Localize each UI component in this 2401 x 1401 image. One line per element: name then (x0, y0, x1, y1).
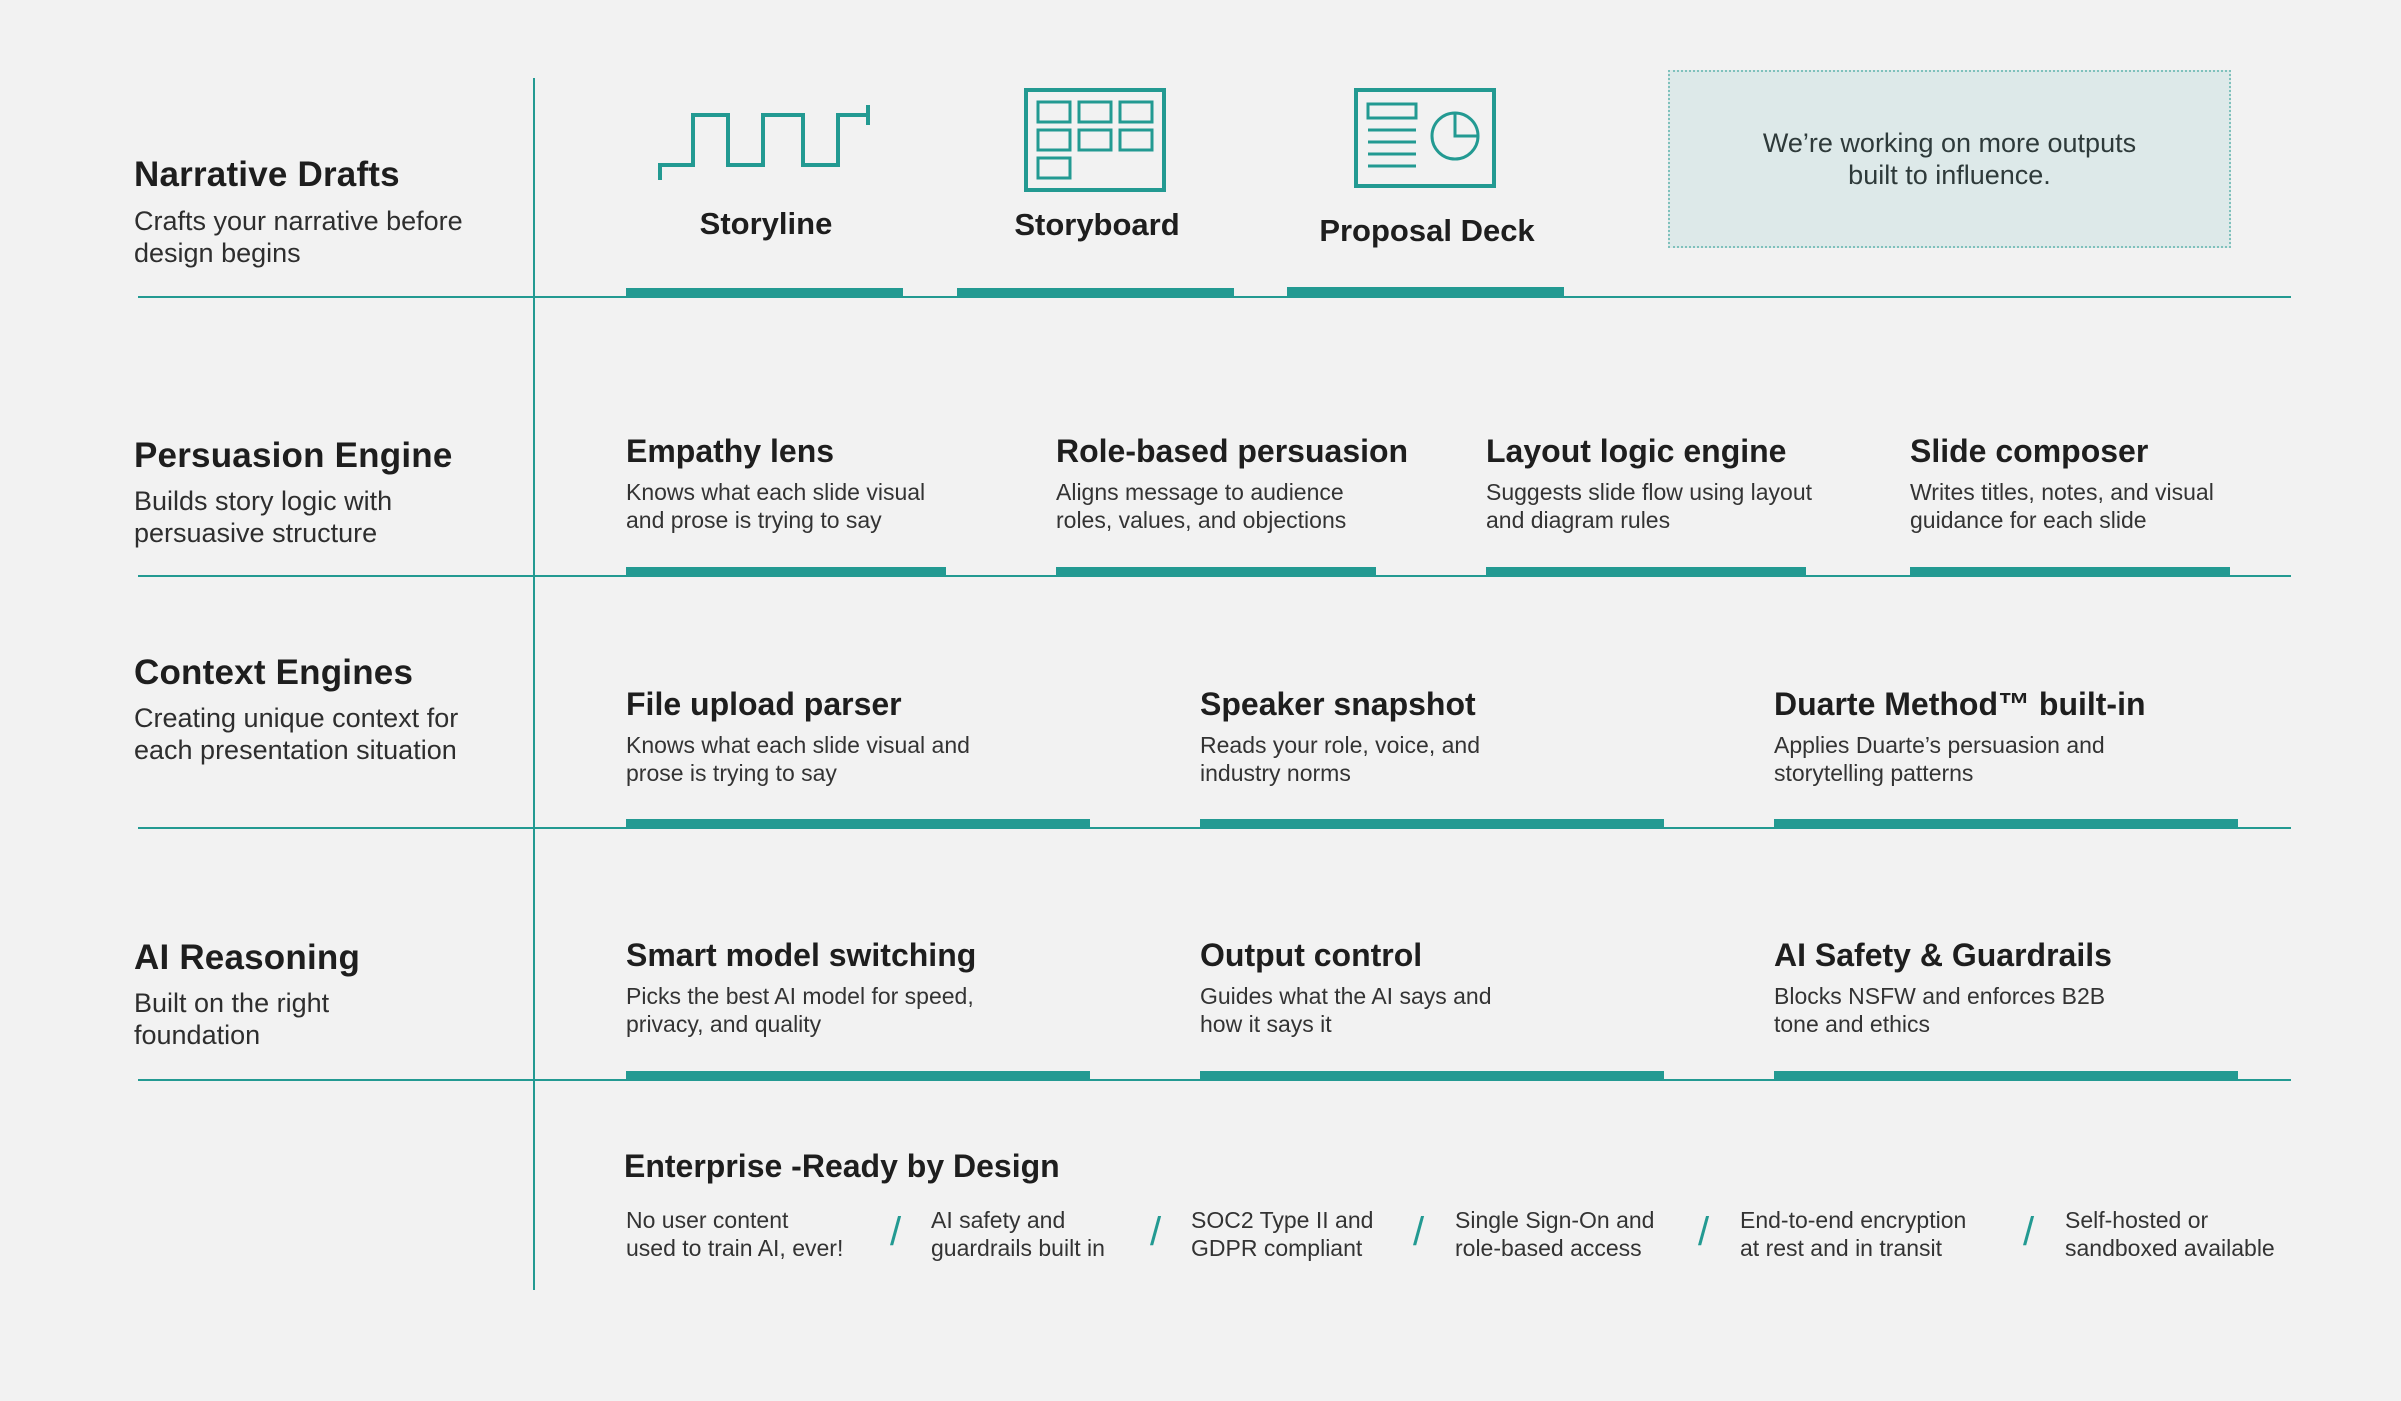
feature-bar (1774, 819, 2238, 828)
storyline-icon (658, 100, 873, 180)
separator-slash: / (1698, 1210, 1710, 1254)
separator-slash: / (2023, 1210, 2035, 1254)
enterprise-item (2065, 1206, 2275, 1262)
feature-title: Empathy lens (626, 433, 835, 469)
feature-bar (1056, 567, 1376, 576)
output-storyboard-bar (957, 288, 1234, 297)
feature-title: AI Safety & Guardrails (1774, 937, 2112, 973)
feature-bar (626, 1071, 1090, 1080)
row-subtitle-context: Creating unique context for each presentation situation (134, 703, 459, 765)
row-subtitle-persuasion: Builds story logic with persuasive structure (134, 486, 393, 548)
more-outputs-text: We’re working on more outputs built to influence. (1762, 128, 2137, 190)
enterprise-item-text: SOC2 Type II and GDPR compliant (1191, 1207, 1374, 1261)
enterprise-item-text: No user content used to train AI, ever! (626, 1207, 844, 1261)
enterprise-title: Enterprise -Ready by Design (624, 1148, 1060, 1184)
vertical-divider (533, 78, 535, 1290)
feature-bar (1486, 567, 1806, 576)
enterprise-item (626, 1206, 843, 1262)
output-storyline-label: Storyline (699, 206, 833, 241)
feature-title: Slide composer (1910, 433, 2149, 469)
output-storyline-bar (626, 288, 903, 297)
enterprise-item (1740, 1206, 1966, 1262)
feature-title: File upload parser (626, 686, 902, 722)
enterprise-item (1191, 1206, 1373, 1262)
enterprise-item (931, 1206, 1105, 1262)
separator-slash: / (1150, 1210, 1162, 1254)
feature-bar (1910, 567, 2230, 576)
feature-title: Output control (1200, 937, 1423, 973)
feature-bar (1774, 1071, 2238, 1080)
feature-bar (626, 567, 946, 576)
feature-desc: Applies Duarte’s persuasion and storytelling patterns (1774, 732, 2105, 786)
feature-desc: Knows what each slide visual and prose is trying to say (626, 479, 926, 533)
more-outputs-box (1668, 70, 2231, 248)
enterprise-item-text: Self-hosted or sandboxed available (2065, 1207, 2275, 1261)
feature-desc: Suggests slide flow using layout and diagram rules (1486, 479, 1813, 533)
output-proposal-deck-bar (1287, 287, 1564, 296)
feature-title: Duarte Method™ built-in (1774, 686, 2146, 722)
feature-desc: Picks the best AI model for speed, privacy, and quality (626, 983, 974, 1037)
row-title-reasoning: AI Reasoning (134, 938, 361, 977)
feature-title: Role-based persuasion (1056, 433, 1409, 469)
feature-desc: Aligns message to audience roles, values, and objections (1056, 479, 1347, 533)
proposal-deck-icon (1354, 88, 1496, 188)
row-title-persuasion: Persuasion Engine (134, 436, 453, 475)
output-proposal-deck-label: Proposal Deck (1319, 213, 1535, 248)
feature-bar (626, 819, 1090, 828)
row-subtitle-narrative: Crafts your narrative before design begins (134, 206, 463, 268)
feature-bar (1200, 819, 1664, 828)
feature-desc: Writes titles, notes, and visual guidance for each slide (1910, 479, 2214, 533)
row-subtitle-reasoning: Built on the right foundation (134, 988, 330, 1050)
feature-desc: Knows what each slide visual and prose is trying to say (626, 732, 970, 786)
enterprise-item-text: End-to-end encryption at rest and in transit (1740, 1207, 1967, 1261)
feature-desc: Blocks NSFW and enforces B2B tone and ethics (1774, 983, 2106, 1037)
enterprise-item-text: Single Sign-On and role-based access (1455, 1207, 1655, 1261)
enterprise-item-text: AI safety and guardrails built in (931, 1207, 1105, 1261)
storyboard-icon (1024, 88, 1166, 192)
separator-slash: / (1413, 1210, 1425, 1254)
feature-title: Speaker snapshot (1200, 686, 1476, 722)
separator-slash: / (890, 1210, 902, 1254)
row-title-context: Context Engines (134, 653, 414, 692)
row-title-narrative: Narrative Drafts (134, 155, 400, 194)
feature-title: Smart model switching (626, 937, 977, 973)
feature-title: Layout logic engine (1486, 433, 1787, 469)
output-storyboard-label: Storyboard (1014, 207, 1180, 242)
enterprise-item (1455, 1206, 1654, 1262)
feature-desc: Reads your role, voice, and industry norms (1200, 732, 1480, 786)
feature-desc: Guides what the AI says and how it says it (1200, 983, 1492, 1037)
feature-bar (1200, 1071, 1664, 1080)
